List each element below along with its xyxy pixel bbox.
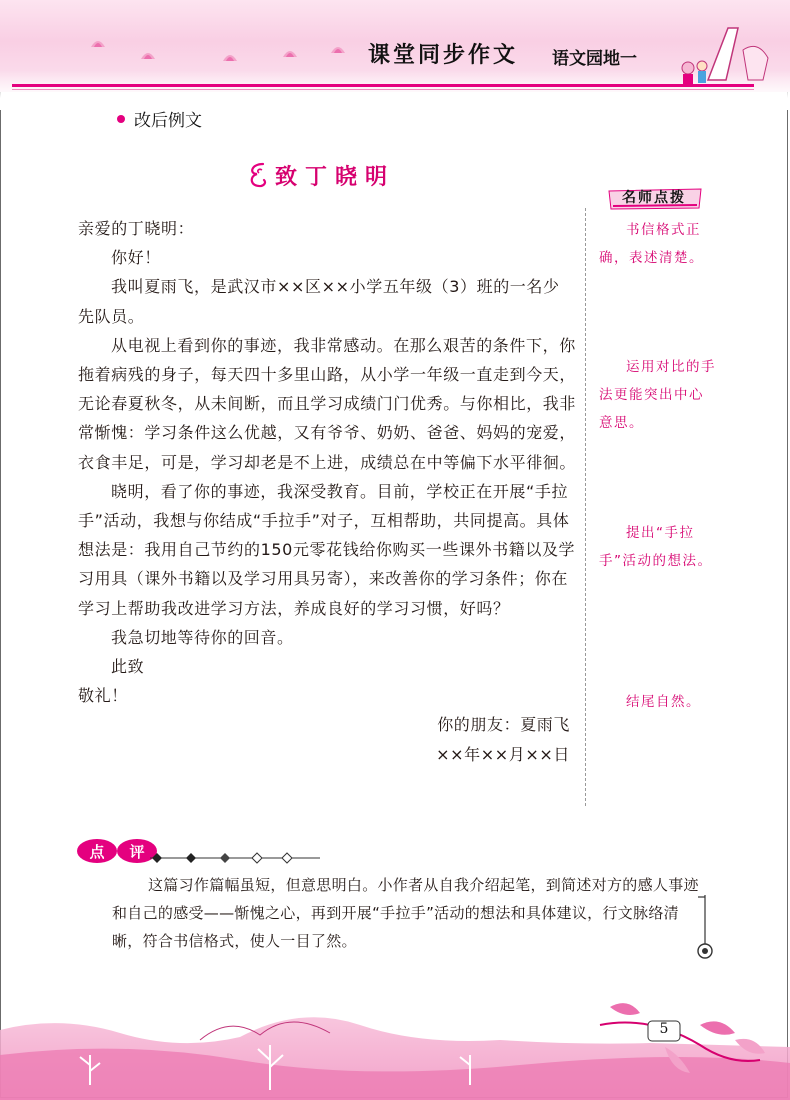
section-bullet (117, 115, 125, 123)
unit-title: 语文园地一 (552, 49, 637, 69)
bracket-ornament-icon (690, 893, 720, 961)
children-illustration-icon (668, 20, 778, 90)
flourish-icon (245, 160, 271, 190)
page-header (0, 0, 790, 110)
book-title: 课堂同步作文 (368, 42, 519, 68)
salutation: 亲爱的丁晓明： (78, 219, 195, 238)
complimentary-close: 此致 (111, 657, 145, 677)
sidebar-heading: 名师点拨 (622, 190, 686, 206)
comment-badge-char-2: 评 (129, 843, 145, 861)
paragraph-proposal: 晓明，看了你的事迹，我深受教育。目前，学校正在开展“手拉手”活动，我想与你结成“手拉手”对子，互相帮助，共同提高。具体想法是：我用自己节约的150元零花钱给你购买一些课外书籍以及学习用具（课外书籍以及学习用具另寄），来改善你的学习条件；你在学习上帮助我改进学习方法，养成良好的学习习惯，好吗？ (78, 481, 576, 618)
letter-title: 致丁晓明 (275, 165, 396, 190)
date: ××年××月××日 (436, 744, 570, 764)
salute: 敬礼！ (78, 686, 128, 706)
page-number: 5 (659, 1021, 669, 1037)
diamond-chain-icon (150, 852, 320, 864)
signature: 你的朋友：夏雨飞 (437, 715, 570, 735)
comment-badge-char-1: 点 (89, 843, 105, 861)
sidebar-note: 运用对比的手法更能突出中心意思。 (599, 359, 716, 431)
lotus-icon (330, 44, 346, 54)
lotus-icon (222, 52, 238, 62)
comment-text: 这篇习作篇幅虽短，但意思明白。小作者从自我介绍起笔，到简述对方的感人事迹和自己的感受——惭愧之心，再到开展“手拉手”活动的想法和具体建议，行文脉络清晰，符合书信格式，使人一目了然。 (112, 876, 699, 950)
paragraph-intro: 我叫夏雨飞，是武汉市××区××小学五年级（3）班的一名少先队员。 (78, 277, 560, 326)
sidebar-note: 提出“手拉手”活动的想法。 (599, 525, 713, 569)
paragraph-closing: 我急切地等待你的回音。 (111, 627, 294, 647)
lotus-icon (140, 50, 156, 60)
sidebar-divider (585, 208, 586, 806)
lotus-icon (90, 38, 106, 48)
lotus-icon (282, 48, 298, 58)
paragraph-contrast: 从电视上看到你的事迹，我非常感动。在那么艰苦的条件下，你拖着病残的身子，每天四十多里山路，从小学一年级一直走到今天，无论春夏秋冬，从未间断，而且学习成绩门门优秀。与你相比，我非常惭愧：学习条件这么优越，又有爷爷、奶奶、爸爸、妈妈的宠爱，衣食丰足，可是，学习却老是不上进，成绩总在中等偏下水平徘徊。 (78, 335, 577, 472)
sidebar-note: 结尾自然。 (626, 694, 701, 710)
section-label: 改后例文 (134, 111, 202, 131)
greeting: 你好！ (111, 248, 161, 268)
comment-body (112, 871, 702, 955)
letter-body (78, 214, 576, 769)
header-rule (12, 84, 754, 87)
sidebar-note: 书信格式正确，表述清楚。 (599, 222, 704, 266)
